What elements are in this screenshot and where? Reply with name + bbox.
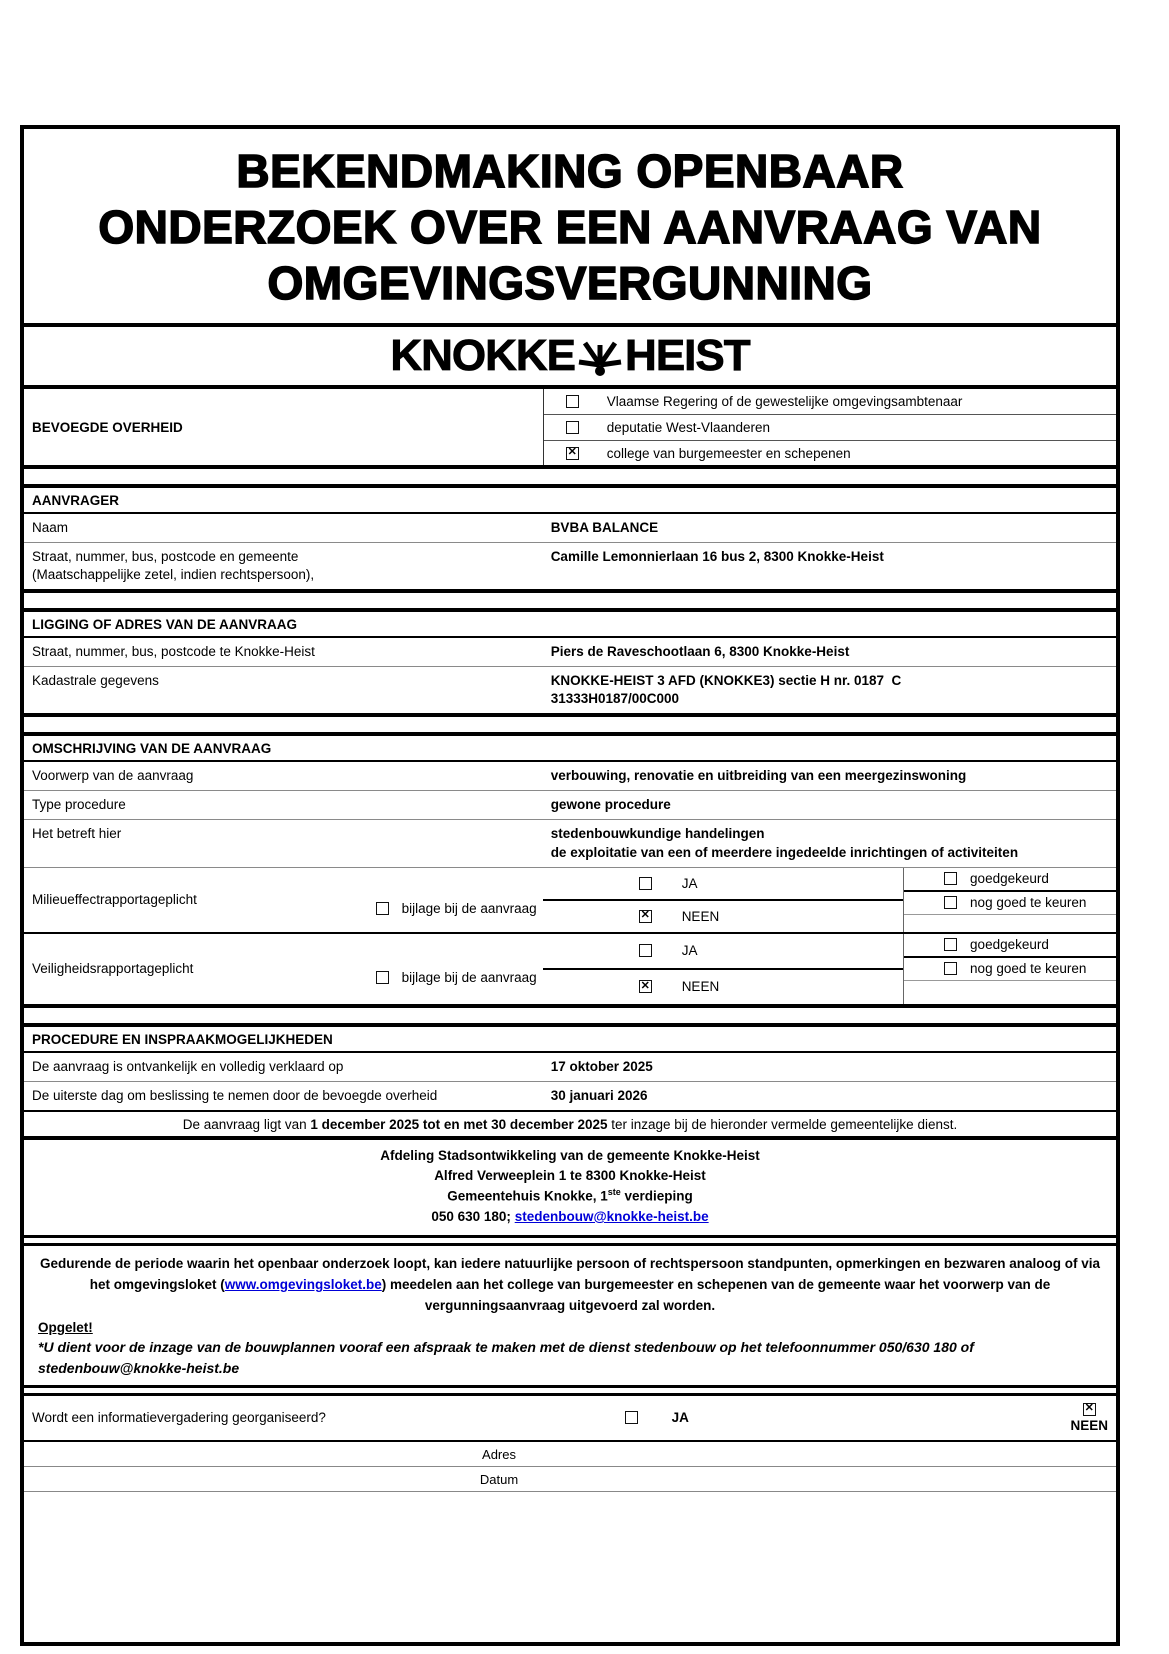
omschrijving-header: OMSCHRIJVING VAN DE AANVRAAG bbox=[24, 736, 1116, 762]
table-row-adres bbox=[24, 543, 1116, 588]
section-divider bbox=[24, 1004, 1116, 1027]
veiligheid-label: Veiligheidsrapportageplicht bbox=[32, 961, 194, 977]
option-college[interactable] bbox=[544, 441, 1116, 466]
informatievergadering-question: Wordt een informatievergadering georganiseerd? bbox=[32, 1410, 326, 1426]
row-milieueffectrapportageplicht bbox=[24, 868, 1116, 934]
bezwaren-text-2: ) meedelen aan het college van burgemeester en schepenen van de gemeente waar het voorwerp van de vergunningsaanvraag uitgevoerd zal worden. bbox=[381, 1277, 1051, 1314]
neen-label: NEEN bbox=[681, 979, 720, 995]
checkbox-icon[interactable] bbox=[944, 938, 957, 951]
section-divider bbox=[24, 1235, 1116, 1246]
option-label: deputatie West-Vlaanderen bbox=[606, 419, 771, 435]
veiligheid-bijlage[interactable] bbox=[376, 970, 537, 985]
opgelet-heading: Opgelet! bbox=[38, 1319, 93, 1335]
table-row-type-procedure bbox=[24, 791, 1116, 820]
option-label: Vlaamse Regering of de gewestelijke omgevingsambtenaar bbox=[606, 394, 963, 410]
table-row-ontvankelijk bbox=[24, 1053, 1116, 1082]
checkbox-icon[interactable] bbox=[944, 872, 957, 885]
checkbox-icon[interactable] bbox=[639, 910, 652, 923]
procedure-header: PROCEDURE EN INSPRAAKMOGELIJKHEDEN bbox=[24, 1027, 1116, 1053]
uiterste-dag-value: 30 januari 2026 bbox=[550, 1087, 648, 1103]
adres-row: Adres bbox=[24, 1442, 1116, 1467]
section-bevoegde-overheid bbox=[24, 389, 1116, 465]
title-line-3: OMGEVINGSVERGUNNING bbox=[267, 257, 873, 310]
milieu-status bbox=[903, 868, 1116, 932]
naam-value: BVBA BALANCE bbox=[550, 520, 659, 536]
contact-adres: Alfred Verweeplein 1 te 8300 Knokke-Heist bbox=[434, 1167, 706, 1183]
checkbox-icon[interactable] bbox=[1083, 1403, 1096, 1416]
uiterste-dag-label: De uiterste dag om beslissing te nemen door de bevoegde overheid bbox=[32, 1087, 438, 1103]
section-informatievergadering bbox=[24, 1396, 1116, 1642]
kadaster-value-line1: KNOKKE-HEIST 3 AFD (KNOKKE3) sectie H nr. 0187 C bbox=[550, 672, 902, 688]
kadaster-value-line2: 31333H0187/00C000 bbox=[550, 691, 680, 707]
contact-dienst: Afdeling Stadsontwikkeling van de gemeente Knokke-Heist bbox=[380, 1147, 760, 1163]
section-divider bbox=[24, 465, 1116, 488]
empty-area bbox=[24, 1492, 1116, 1642]
milieu-left bbox=[24, 868, 543, 932]
section-divider bbox=[24, 713, 1116, 736]
voorwerp-value: verbouwing, renovatie en uitbreiding van een meergezinswoning bbox=[550, 768, 967, 784]
opgelet-text: *U dient voor de inzage van de bouwplannen vooraf een afspraak te maken met de dienst stedenbouw op het telefoonnummer 050/630 180 of stedenbouw@knokke-heist.be bbox=[38, 1338, 974, 1376]
option-vlaamse-regering[interactable] bbox=[544, 389, 1116, 415]
adres-label-line2: (Maatschappelijke zetel, indien rechtspersoon), bbox=[32, 567, 315, 583]
table-row-naam bbox=[24, 514, 1116, 543]
bevoegde-overheid-options bbox=[543, 389, 1116, 465]
betreft-value-line2: de exploitatie van een of meerdere ingedeelde inrichtingen of activiteiten bbox=[550, 845, 1019, 860]
straat-label: Straat, nummer, bus, postcode te Knokke-Heist bbox=[32, 643, 315, 659]
table-row-voorwerp bbox=[24, 762, 1116, 791]
betreft-label: Het betreft hier bbox=[32, 826, 122, 842]
checkbox-icon[interactable] bbox=[566, 395, 579, 408]
contact-telefoon-email bbox=[24, 1207, 1116, 1227]
betreft-value-line1: stedenbouwkundige handelingen bbox=[550, 826, 765, 842]
veiligheid-ja-neen bbox=[543, 934, 903, 1004]
section-divider bbox=[24, 1385, 1116, 1396]
contact-block bbox=[24, 1140, 1116, 1236]
inzage-period: 1 december 2025 tot en met 30 december 2025 bbox=[310, 1116, 608, 1132]
inzage-prefix: De aanvraag ligt van bbox=[182, 1116, 311, 1132]
checkbox-icon[interactable] bbox=[376, 971, 389, 984]
adres-label-line1: Straat, nummer, bus, postcode en gemeente bbox=[32, 549, 299, 565]
omgevingsloket-link[interactable]: www.omgevingsloket.be bbox=[224, 1277, 382, 1293]
informatievergadering-row bbox=[24, 1396, 1116, 1442]
ja-label: JA bbox=[681, 875, 698, 891]
milieu-ja[interactable] bbox=[543, 868, 903, 901]
nog-goed-label: nog goed te keuren bbox=[970, 961, 1087, 977]
milieu-neen[interactable] bbox=[543, 901, 903, 932]
checkbox-icon[interactable] bbox=[376, 902, 389, 915]
row-veiligheidsrapportageplicht bbox=[24, 934, 1116, 1004]
section-divider bbox=[24, 589, 1116, 612]
section-omschrijving bbox=[24, 736, 1116, 1004]
voorwerp-label: Voorwerp van de aanvraag bbox=[32, 768, 194, 784]
starfish-icon bbox=[578, 339, 622, 379]
veiligheid-neen[interactable] bbox=[543, 970, 903, 1004]
kadaster-label: Kadastrale gegevens bbox=[32, 672, 159, 688]
bijlage-label: bijlage bij de aanvraag bbox=[401, 970, 537, 986]
veiligheid-left bbox=[24, 934, 543, 1004]
checkbox-icon[interactable] bbox=[639, 980, 652, 993]
milieu-label: Milieueffectrapportageplicht bbox=[32, 892, 197, 908]
veiligheid-ja[interactable] bbox=[543, 934, 903, 970]
checkbox-icon[interactable] bbox=[944, 896, 957, 909]
kadaster-value bbox=[543, 667, 1116, 714]
contact-locatie: Gemeentehuis Knokke, 1ste verdieping bbox=[447, 1187, 693, 1204]
section-ligging bbox=[24, 612, 1116, 714]
betreft-value bbox=[543, 820, 1116, 867]
neen-label: NEEN bbox=[681, 908, 720, 924]
milieu-ja-neen bbox=[543, 868, 903, 932]
checkbox-icon[interactable] bbox=[625, 1411, 638, 1424]
adres-value: Camille Lemonnierlaan 16 bus 2, 8300 Knokke-Heist bbox=[550, 549, 884, 565]
type-procedure-value: gewone procedure bbox=[550, 797, 671, 813]
checkbox-icon[interactable] bbox=[944, 962, 957, 975]
title-line-1: BEKENDMAKING OPENBAAR bbox=[236, 145, 904, 197]
municipality-logo bbox=[24, 327, 1116, 389]
ontvankelijk-value: 17 oktober 2025 bbox=[550, 1058, 653, 1074]
section-procedure bbox=[24, 1027, 1116, 1235]
straat-value: Piers de Raveschootlaan 6, 8300 Knokke-Heist bbox=[550, 643, 850, 659]
veiligheid-nog-goed-te-keuren[interactable] bbox=[904, 958, 1116, 981]
informatievergadering-ja[interactable] bbox=[625, 1410, 689, 1425]
bevoegde-overheid-label: BEVOEGDE OVERHEID bbox=[32, 419, 183, 435]
inzage-suffix: ter inzage bij de hieronder vermelde gemeentelijke dienst. bbox=[607, 1116, 958, 1132]
milieu-nog-goed-te-keuren[interactable] bbox=[904, 892, 1116, 915]
form-container bbox=[20, 125, 1120, 1646]
bezwaren-text-1: Gedurende de periode waarin het openbaar onderzoek loopt, kan iedere natuurlijke persoon of rechtspersoon standpunten, opmerkingen en bezwaren analoog of via het omgevingsloket ( bbox=[40, 1256, 1100, 1293]
email-link[interactable]: stedenbouw@knokke-heist.be bbox=[514, 1208, 709, 1224]
table-row-straat bbox=[24, 638, 1116, 667]
contact-phone: 050 630 180; bbox=[431, 1208, 515, 1224]
type-procedure-label: Type procedure bbox=[32, 797, 126, 813]
ja-label: JA bbox=[671, 1410, 689, 1426]
adres-label bbox=[24, 543, 543, 588]
logo-text-left: KNOKKE bbox=[390, 331, 576, 381]
veiligheid-status bbox=[903, 934, 1116, 1004]
title-line-2: ONDERZOEK OVER EEN AANVRAAG VAN bbox=[98, 201, 1042, 254]
datum-row: Datum bbox=[24, 1467, 1116, 1492]
table-row-uiterste-dag bbox=[24, 1082, 1116, 1112]
checkbox-icon[interactable] bbox=[566, 447, 579, 460]
bijlage-label: bijlage bij de aanvraag bbox=[401, 901, 537, 917]
table-row-betreft bbox=[24, 820, 1116, 868]
milieu-goedgekeurd[interactable] bbox=[904, 868, 1116, 892]
document-title bbox=[24, 129, 1116, 327]
starfish-dot bbox=[595, 366, 605, 376]
naam-label: Naam bbox=[32, 520, 69, 536]
section-aanvrager bbox=[24, 488, 1116, 588]
goedgekeurd-label: goedgekeurd bbox=[970, 871, 1049, 887]
inzage-periode bbox=[24, 1112, 1116, 1140]
bezwaren-paragraph bbox=[38, 1254, 1102, 1317]
option-deputatie[interactable] bbox=[544, 415, 1116, 441]
neen-label: NEEN bbox=[1070, 1417, 1108, 1433]
veiligheid-goedgekeurd[interactable] bbox=[904, 934, 1116, 958]
table-row-kadaster bbox=[24, 667, 1116, 714]
ligging-header: LIGGING OF ADRES VAN DE AANVRAAG bbox=[24, 612, 1116, 638]
option-label: college van burgemeester en schepenen bbox=[606, 445, 851, 461]
aanvrager-header: AANVRAGER bbox=[24, 488, 1116, 514]
nog-goed-label: nog goed te keuren bbox=[970, 895, 1087, 911]
ontvankelijk-label: De aanvraag is ontvankelijk en volledig verklaard op bbox=[32, 1058, 344, 1074]
logo-text-right: HEIST bbox=[625, 331, 750, 381]
checkbox-icon[interactable] bbox=[639, 877, 652, 890]
checkbox-icon[interactable] bbox=[566, 421, 579, 434]
checkbox-icon[interactable] bbox=[639, 944, 652, 957]
ja-label: JA bbox=[681, 943, 698, 959]
goedgekeurd-label: goedgekeurd bbox=[970, 937, 1049, 953]
section-bezwaren bbox=[24, 1246, 1116, 1385]
informatievergadering-neen[interactable] bbox=[1070, 1403, 1108, 1433]
milieu-bijlage[interactable] bbox=[376, 901, 537, 916]
